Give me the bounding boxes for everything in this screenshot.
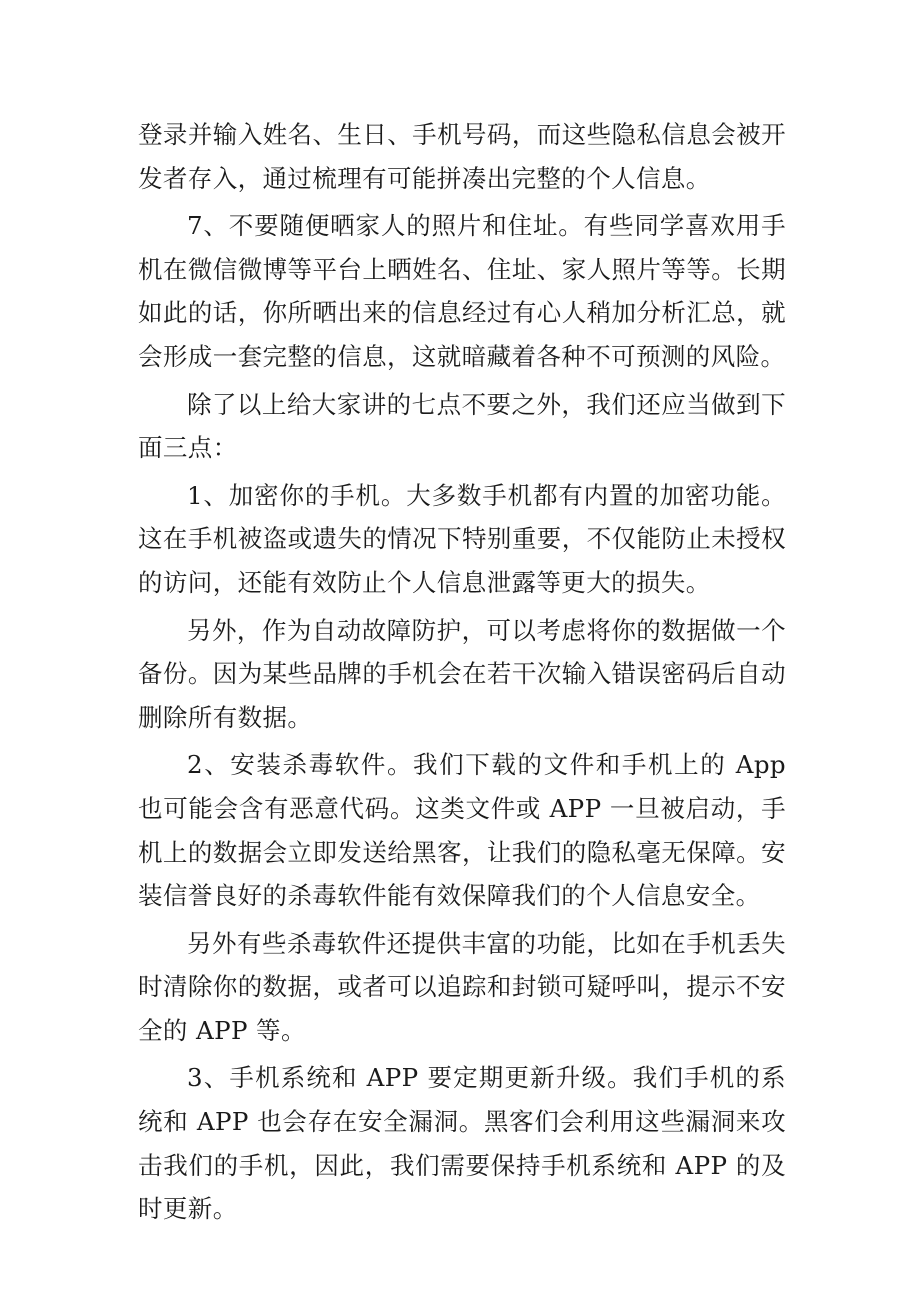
paragraph-backup-note: 另外，作为自动故障防护，可以考虑将你的数据做一个备份。因为某些品牌的手机会在若干次输入错误密码后自动删除所有数据。 <box>138 615 786 732</box>
paragraph-point-2: 2、安装杀毒软件。我们下载的文件和手机上的 App 也可能会含有恶意代码。这类文件或 APP 一旦被启动，手机上的数据会立即发送给黑客，让我们的隐私毫无保障。安装信誉良好的杀毒软件能有效保障我们的个人信息安全。 <box>138 750 786 911</box>
paragraph-point-1: 1、加密你的手机。大多数手机都有内置的加密功能。这在手机被盗或遗失的情况下特别重要，不仅能防止未授权的访问，还能有效防止个人信息泄露等更大的损失。 <box>138 480 786 597</box>
paragraph-tip-7: 7、不要随便晒家人的照片和住址。有些同学喜欢用手机在微信微博等平台上晒姓名、住址、家人照片等等。长期如此的话，你所晒出来的信息经过有心人稍加分析汇总，就会形成一套完整的信息，这就暗藏着各种不可预测的风险。 <box>138 211 786 371</box>
paragraph-continuation: 登录并输入姓名、生日、手机号码，而这些隐私信息会被开发者存入，通过梳理有可能拼凑出完整的个人信息。 <box>138 120 786 193</box>
paragraph-intro-three-points: 除了以上给大家讲的七点不要之外，我们还应当做到下面三点： <box>138 389 786 463</box>
paragraph-point-3: 3、手机系统和 APP 要定期更新升级。我们手机的系统和 APP 也会存在安全漏洞。黑客们会利用这些漏洞来攻击我们的手机，因此，我们需要保持手机系统和 APP 的及时更新。 <box>138 1063 786 1224</box>
document-body <box>138 113 786 1235</box>
paragraph-antivirus-note: 另外有些杀毒软件还提供丰富的功能，比如在手机丢失时清除你的数据，或者可以追踪和封锁可疑呼叫，提示不安全的 APP 等。 <box>138 928 786 1045</box>
